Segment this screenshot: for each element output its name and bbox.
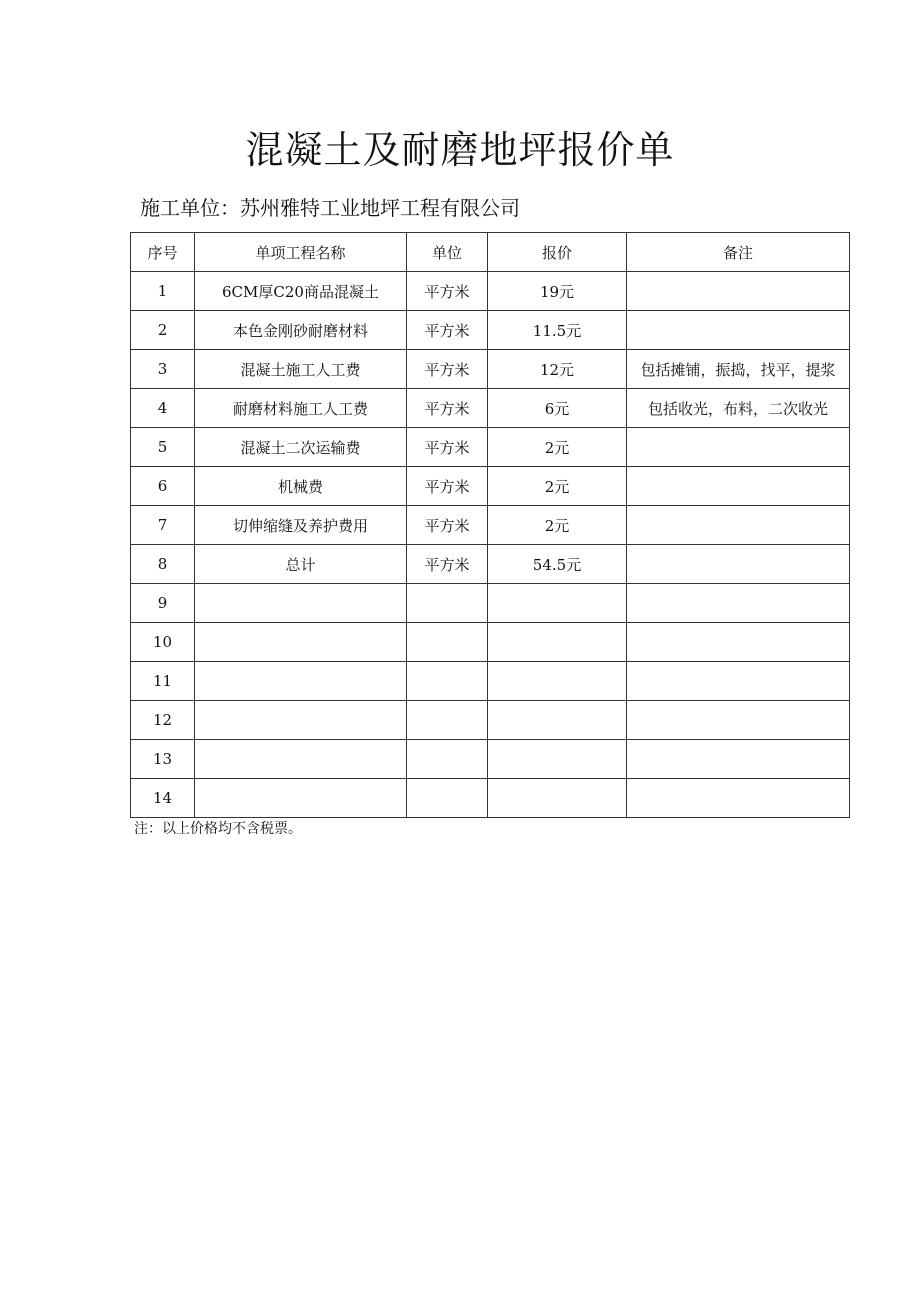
cell-item-name xyxy=(195,623,407,662)
cell-remark xyxy=(627,779,850,818)
table-row xyxy=(131,428,850,467)
cell-unit: 平方米 xyxy=(407,545,488,584)
cell-unit: 平方米 xyxy=(407,467,488,506)
cell-unit: 平方米 xyxy=(407,389,488,428)
header-unit: 单位 xyxy=(407,233,488,272)
cell-price xyxy=(488,779,627,818)
cell-index: 14 xyxy=(131,779,195,818)
cell-price: 2元 xyxy=(488,467,627,506)
header-price: 报价 xyxy=(488,233,627,272)
table-row xyxy=(131,350,850,389)
cell-price xyxy=(488,662,627,701)
cell-item-name xyxy=(195,740,407,779)
cell-index: 2 xyxy=(131,311,195,350)
cell-item-name: 混凝土施工人工费 xyxy=(195,350,407,389)
cell-index: 8 xyxy=(131,545,195,584)
cell-unit: 平方米 xyxy=(407,428,488,467)
cell-unit xyxy=(407,662,488,701)
table-row xyxy=(131,701,850,740)
cell-item-name xyxy=(195,584,407,623)
cell-price: 6元 xyxy=(488,389,627,428)
cell-remark xyxy=(627,272,850,311)
cell-remark: 包括收光，布料，二次收光 xyxy=(627,389,850,428)
cell-price: 19元 xyxy=(488,272,627,311)
cell-index: 7 xyxy=(131,506,195,545)
company-line: 施工单位：苏州雅特工业地坪工程有限公司 xyxy=(140,196,520,220)
cell-unit xyxy=(407,740,488,779)
table-row xyxy=(131,662,850,701)
cell-unit: 平方米 xyxy=(407,350,488,389)
table-row xyxy=(131,467,850,506)
cell-remark xyxy=(627,428,850,467)
cell-index: 12 xyxy=(131,701,195,740)
cell-index: 11 xyxy=(131,662,195,701)
cell-remark xyxy=(627,623,850,662)
cell-price xyxy=(488,584,627,623)
cell-index: 13 xyxy=(131,740,195,779)
cell-price xyxy=(488,701,627,740)
cell-item-name: 6CM厚C20商品混凝土 xyxy=(195,272,407,311)
cell-index: 3 xyxy=(131,350,195,389)
cell-remark xyxy=(627,662,850,701)
cell-unit: 平方米 xyxy=(407,311,488,350)
cell-index: 9 xyxy=(131,584,195,623)
footnote: 注：以上价格均不含税票。 xyxy=(134,821,302,837)
cell-index: 6 xyxy=(131,467,195,506)
cell-unit: 平方米 xyxy=(407,272,488,311)
page-title: 混凝土及耐磨地坪报价单 xyxy=(245,128,675,172)
cell-item-name: 耐磨材料施工人工费 xyxy=(195,389,407,428)
header-item-name: 单项工程名称 xyxy=(195,233,407,272)
cell-price: 2元 xyxy=(488,506,627,545)
cell-index: 1 xyxy=(131,272,195,311)
table-row xyxy=(131,584,850,623)
cell-item-name: 机械费 xyxy=(195,467,407,506)
cell-remark xyxy=(627,506,850,545)
table-row xyxy=(131,272,850,311)
cell-remark xyxy=(627,584,850,623)
cell-item-name: 混凝土二次运输费 xyxy=(195,428,407,467)
table-body xyxy=(131,272,850,818)
cell-unit xyxy=(407,623,488,662)
cell-item-name xyxy=(195,779,407,818)
table-row xyxy=(131,779,850,818)
cell-price: 12元 xyxy=(488,350,627,389)
table-row xyxy=(131,311,850,350)
cell-price: 11.5元 xyxy=(488,311,627,350)
cell-unit xyxy=(407,701,488,740)
table-header-row xyxy=(131,233,850,272)
cell-item-name xyxy=(195,701,407,740)
cell-item-name: 切伸缩缝及养护费用 xyxy=(195,506,407,545)
cell-unit xyxy=(407,584,488,623)
cell-unit: 平方米 xyxy=(407,506,488,545)
table-row xyxy=(131,545,850,584)
cell-price xyxy=(488,623,627,662)
table-row xyxy=(131,506,850,545)
table-row xyxy=(131,389,850,428)
cell-index: 5 xyxy=(131,428,195,467)
quote-table xyxy=(130,232,850,818)
cell-remark xyxy=(627,311,850,350)
cell-item-name: 总计 xyxy=(195,545,407,584)
cell-remark xyxy=(627,701,850,740)
table-row xyxy=(131,740,850,779)
cell-remark xyxy=(627,467,850,506)
header-index: 序号 xyxy=(131,233,195,272)
cell-price xyxy=(488,740,627,779)
cell-item-name: 本色金刚砂耐磨材料 xyxy=(195,311,407,350)
cell-price: 2元 xyxy=(488,428,627,467)
cell-unit xyxy=(407,779,488,818)
cell-remark: 包括摊铺，振捣，找平，提浆 xyxy=(627,350,850,389)
cell-index: 10 xyxy=(131,623,195,662)
table-row xyxy=(131,623,850,662)
cell-price: 54.5元 xyxy=(488,545,627,584)
cell-remark xyxy=(627,740,850,779)
cell-item-name xyxy=(195,662,407,701)
cell-index: 4 xyxy=(131,389,195,428)
header-remark: 备注 xyxy=(627,233,850,272)
cell-remark xyxy=(627,545,850,584)
